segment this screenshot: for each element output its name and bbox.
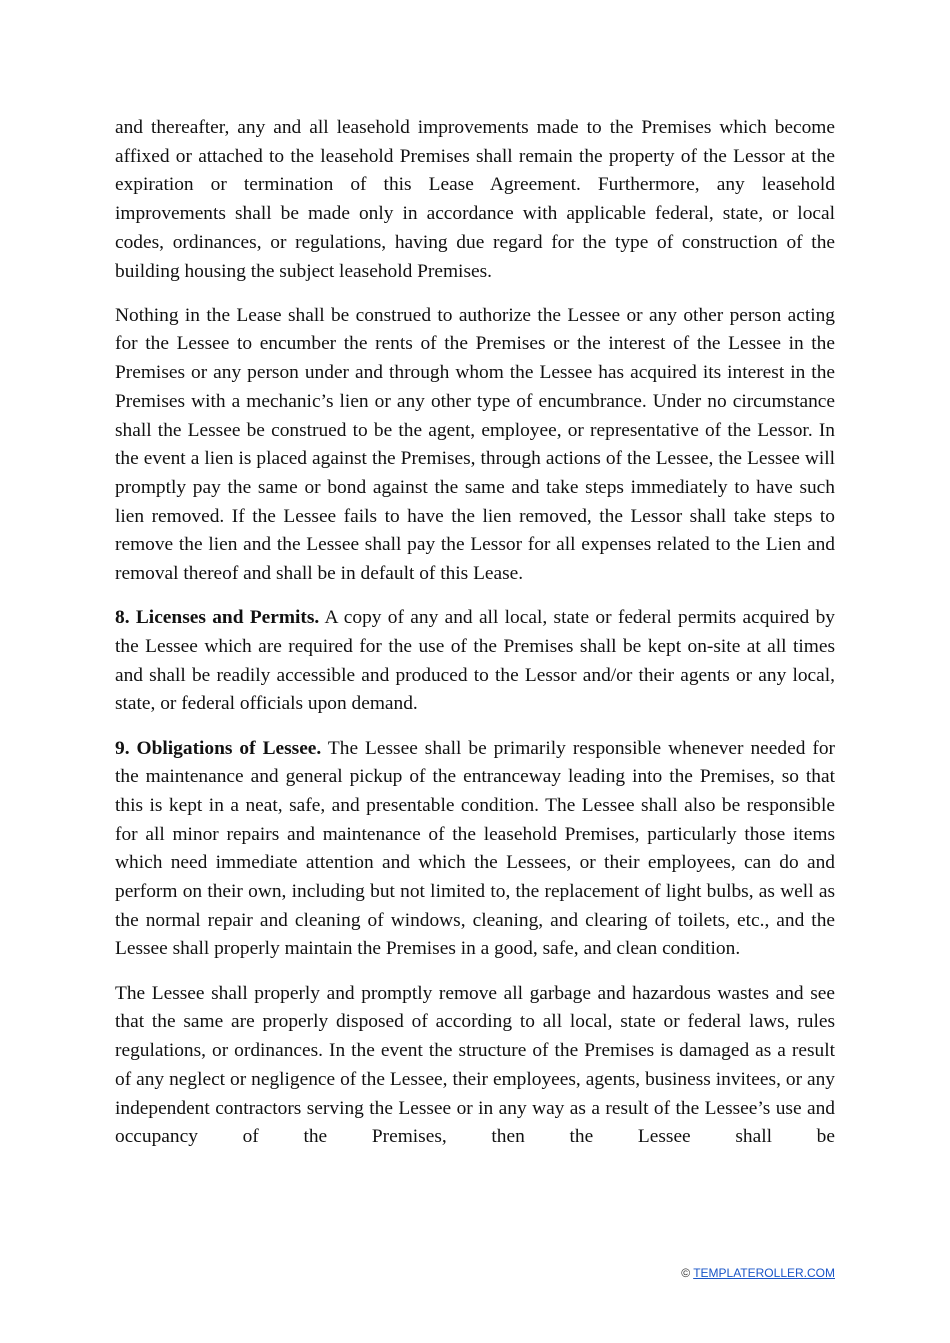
paragraph-text: A copy of any and all local, state or federal permits acquired by the Lessee which are required for the use of the Premises shall be kept on-site at all times and shall be readily accessible and produced to the Lessor and/or their agents or any local, state, or federal officials upon demand.	[115, 607, 835, 715]
templateroller-link[interactable]: TEMPLATEROLLER.COM	[693, 1266, 835, 1280]
paragraph-text: The Lessee shall properly and promptly remove all garbage and hazardous wastes and see that the same are properly disposed of according to all local, state or federal laws, rules regulations, or ordinances. In the event the structure of the Premises is damaged as a result of any neglect or negligence of the Lessee, their employees, agents, business invitees, or any independent contractors serving the Lessee or in any way as a result of the Lessee’s use and occupancy of the Premises, then the Lessee shall be	[115, 982, 835, 1148]
footer-credit	[681, 1266, 835, 1280]
paragraph-liens	[115, 302, 835, 589]
section-heading: 8. Licenses and Permits.	[115, 607, 320, 629]
section-heading: 9. Obligations of Lessee.	[115, 737, 322, 759]
copyright-symbol: ©	[681, 1266, 691, 1280]
document-body	[115, 114, 835, 1167]
paragraph-text: Nothing in the Lease shall be construed to authorize the Lessee or any other person acting for the Lessee to encumber the rents of the Premises or the interest of the Lessee in the Premises or any person under and through whom the Lessee has acquired its interest in the Premises with a mechanic’s lien or any other type of encumbrance. Under no circumstance shall the Lessee be construed to be the agent, employee, or representative of the Lessor. In the event a lien is placed against the Premises, through actions of the Lessee, the Lessee will promptly pay the same or bond against the same and take steps immediately to have such lien removed. If the Lessee fails to have the lien removed, the Lessor shall take steps to remove the lien and the Lessee shall pay the Lessor for all expenses related to the Lien and removal thereof and shall be in default of this Lease.	[115, 304, 835, 585]
paragraph-garbage-and-damage	[115, 980, 835, 1152]
paragraph-improvements	[115, 114, 835, 286]
section-obligations-of-lessee	[115, 735, 835, 965]
paragraph-text: The Lessee shall be primarily responsible whenever needed for the maintenance and general pickup of the entranceway leading into the Premises, so that this is kept in a neat, safe, and presentable condition. The Lessee shall also be responsible for all minor repairs and maintenance of the leasehold Premises, particularly those items which need immediate attention and which the Lessees, or their employees, can do and perform on their own, including but not limited to, the replacement of light bulbs, as well as the normal repair and cleaning of windows, cleaning, and clearing of toilets, etc., and the Lessee shall properly maintain the Premises in a good, safe, and clean condition.	[115, 737, 835, 960]
section-licenses-and-permits	[115, 604, 835, 719]
paragraph-text: and thereafter, any and all leasehold improvements made to the Premises which become affixed or attached to the leasehold Premises shall remain the property of the Lessor at the expiration or termination of this Lease Agreement. Furthermore, any leasehold improvements shall be made only in accordance with applicable federal, state, or local codes, ordinances, or regulations, having due regard for the type of construction of the building housing the subject leasehold Premises.	[115, 117, 835, 282]
